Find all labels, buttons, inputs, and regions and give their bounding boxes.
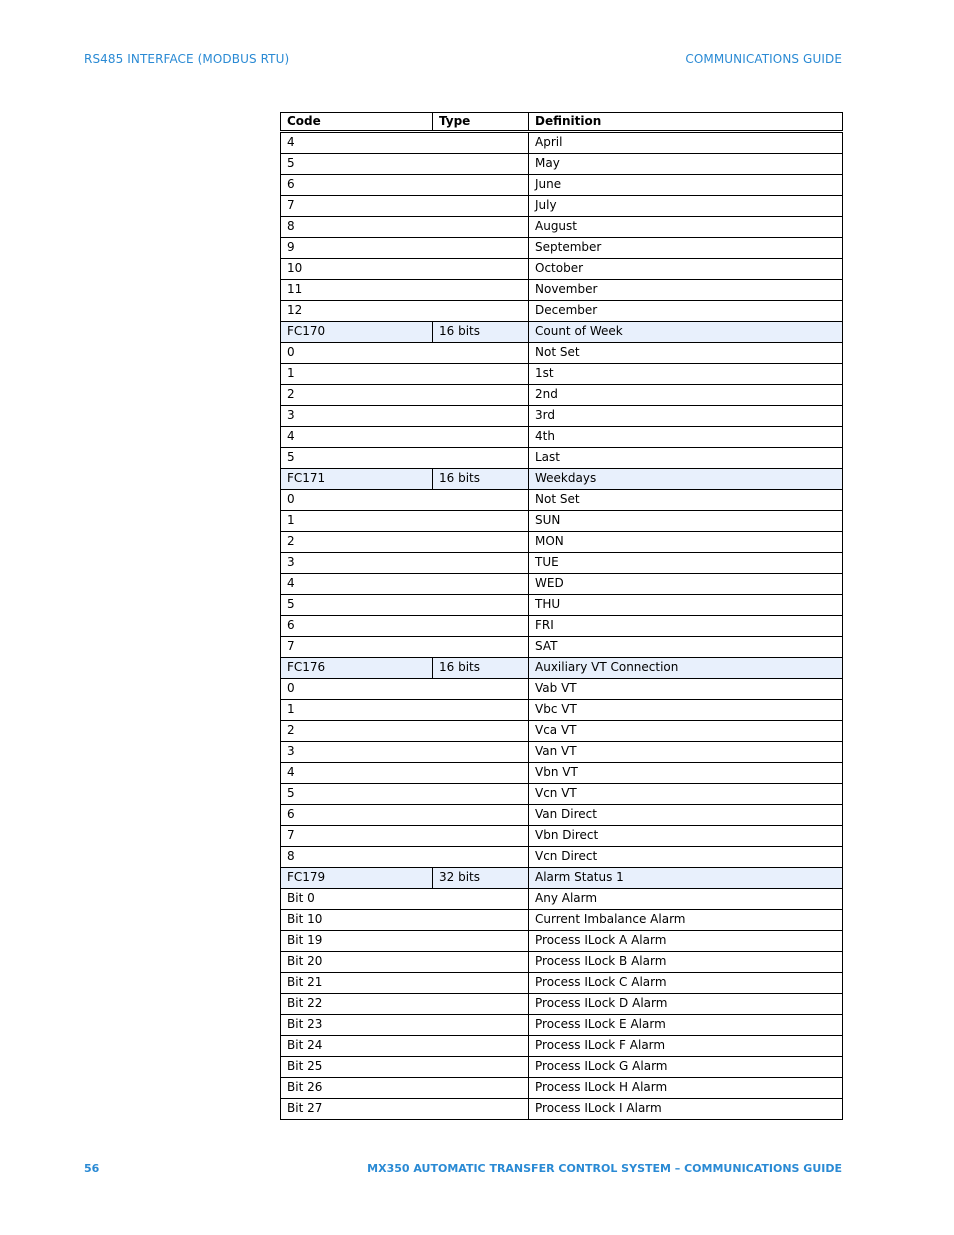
cell-code: Bit 20 (281, 952, 529, 973)
cell-definition: FRI (529, 616, 843, 637)
table-row (281, 511, 843, 532)
table-row (281, 385, 843, 406)
table-row (281, 616, 843, 637)
cell-code: Bit 0 (281, 889, 529, 910)
table-row (281, 343, 843, 364)
cell-definition: Process ILock F Alarm (529, 1036, 843, 1057)
table-row (281, 1099, 843, 1120)
cell-code: 5 (281, 595, 529, 616)
table-row (281, 952, 843, 973)
table-row (281, 931, 843, 952)
cell-definition: TUE (529, 553, 843, 574)
cell-code: 4 (281, 132, 529, 154)
cell-code: 5 (281, 154, 529, 175)
cell-definition: Weekdays (529, 469, 843, 490)
cell-code: FC170 (281, 322, 433, 343)
cell-code: 6 (281, 175, 529, 196)
cell-definition: Vbc VT (529, 700, 843, 721)
cell-code: 12 (281, 301, 529, 322)
cell-code: 5 (281, 448, 529, 469)
table-row (281, 847, 843, 868)
cell-definition: THU (529, 595, 843, 616)
cell-definition: Not Set (529, 343, 843, 364)
cell-code: 6 (281, 805, 529, 826)
table-row (281, 490, 843, 511)
table-row (281, 1057, 843, 1078)
cell-definition: October (529, 259, 843, 280)
cell-definition: Process ILock H Alarm (529, 1078, 843, 1099)
table-row (281, 301, 843, 322)
table-row (281, 132, 843, 154)
column-header-definition: Definition (529, 113, 843, 132)
format-code-row (281, 868, 843, 889)
cell-definition: May (529, 154, 843, 175)
cell-definition: July (529, 196, 843, 217)
cell-code: 8 (281, 847, 529, 868)
cell-code: 4 (281, 574, 529, 595)
cell-definition: 2nd (529, 385, 843, 406)
cell-code: 3 (281, 553, 529, 574)
table-row (281, 973, 843, 994)
footer-title: MX350 AUTOMATIC TRANSFER CONTROL SYSTEM – COMMUNICATIONS GUIDE (367, 1162, 842, 1175)
cell-code: Bit 24 (281, 1036, 529, 1057)
table-row (281, 826, 843, 847)
table-row (281, 259, 843, 280)
cell-code: 6 (281, 616, 529, 637)
format-code-row (281, 322, 843, 343)
cell-type: 16 bits (433, 658, 529, 679)
table-row (281, 721, 843, 742)
cell-code: Bit 19 (281, 931, 529, 952)
cell-code: 0 (281, 490, 529, 511)
column-header-type: Type (433, 113, 529, 132)
cell-code: 2 (281, 385, 529, 406)
cell-definition: 3rd (529, 406, 843, 427)
cell-code: Bit 10 (281, 910, 529, 931)
cell-definition: MON (529, 532, 843, 553)
cell-code: FC171 (281, 469, 433, 490)
format-code-row (281, 658, 843, 679)
cell-code: 5 (281, 784, 529, 805)
table-row (281, 427, 843, 448)
table-row (281, 763, 843, 784)
cell-code: 2 (281, 721, 529, 742)
cell-definition: November (529, 280, 843, 301)
format-code-row (281, 469, 843, 490)
table-row (281, 196, 843, 217)
cell-definition: Vca VT (529, 721, 843, 742)
cell-code: 1 (281, 700, 529, 721)
cell-code: 4 (281, 763, 529, 784)
cell-code: Bit 27 (281, 1099, 529, 1120)
table-row (281, 679, 843, 700)
cell-definition: Process ILock I Alarm (529, 1099, 843, 1120)
cell-definition: SUN (529, 511, 843, 532)
table-header-row (281, 113, 843, 132)
cell-definition: Vbn Direct (529, 826, 843, 847)
running-header-guide: COMMUNICATIONS GUIDE (685, 52, 842, 66)
cell-code: Bit 22 (281, 994, 529, 1015)
cell-definition: 4th (529, 427, 843, 448)
cell-definition: Vab VT (529, 679, 843, 700)
cell-definition: Vcn VT (529, 784, 843, 805)
cell-definition: September (529, 238, 843, 259)
table-row (281, 784, 843, 805)
cell-definition: April (529, 132, 843, 154)
table-row (281, 595, 843, 616)
cell-code: 7 (281, 826, 529, 847)
cell-code: 7 (281, 196, 529, 217)
cell-code: 0 (281, 679, 529, 700)
table-row (281, 154, 843, 175)
cell-definition: Any Alarm (529, 889, 843, 910)
cell-definition: June (529, 175, 843, 196)
cell-type: 32 bits (433, 868, 529, 889)
cell-definition: Count of Week (529, 322, 843, 343)
cell-definition: 1st (529, 364, 843, 385)
cell-code: 11 (281, 280, 529, 301)
table-row (281, 364, 843, 385)
table-row (281, 1036, 843, 1057)
cell-definition: Process ILock C Alarm (529, 973, 843, 994)
table-row (281, 1078, 843, 1099)
format-code-table (280, 112, 843, 1120)
cell-definition: Process ILock E Alarm (529, 1015, 843, 1036)
cell-definition: SAT (529, 637, 843, 658)
table-row (281, 910, 843, 931)
cell-definition: Process ILock D Alarm (529, 994, 843, 1015)
cell-code: Bit 21 (281, 973, 529, 994)
cell-code: Bit 25 (281, 1057, 529, 1078)
cell-code: 1 (281, 511, 529, 532)
cell-code: 10 (281, 259, 529, 280)
cell-definition: August (529, 217, 843, 238)
cell-code: Bit 26 (281, 1078, 529, 1099)
cell-type: 16 bits (433, 469, 529, 490)
cell-code: 0 (281, 343, 529, 364)
cell-definition: WED (529, 574, 843, 595)
cell-type: 16 bits (433, 322, 529, 343)
table-row (281, 217, 843, 238)
table-row (281, 742, 843, 763)
table-row (281, 574, 843, 595)
cell-definition: Current Imbalance Alarm (529, 910, 843, 931)
column-header-code: Code (281, 113, 433, 132)
table-row (281, 448, 843, 469)
cell-definition: Last (529, 448, 843, 469)
table-row (281, 553, 843, 574)
table-row (281, 637, 843, 658)
cell-definition: Vbn VT (529, 763, 843, 784)
cell-code: Bit 23 (281, 1015, 529, 1036)
table-row (281, 994, 843, 1015)
table-row (281, 805, 843, 826)
cell-code: 1 (281, 364, 529, 385)
cell-definition: Process ILock B Alarm (529, 952, 843, 973)
cell-code: 7 (281, 637, 529, 658)
cell-definition: December (529, 301, 843, 322)
cell-code: 3 (281, 742, 529, 763)
cell-definition: Auxiliary VT Connection (529, 658, 843, 679)
cell-definition: Not Set (529, 490, 843, 511)
cell-definition: Vcn Direct (529, 847, 843, 868)
cell-definition: Van Direct (529, 805, 843, 826)
cell-definition: Process ILock A Alarm (529, 931, 843, 952)
table-row (281, 406, 843, 427)
table-body (281, 132, 843, 1120)
table-row (281, 1015, 843, 1036)
table-row (281, 700, 843, 721)
cell-code: 4 (281, 427, 529, 448)
table-row (281, 889, 843, 910)
table-row (281, 280, 843, 301)
table-row (281, 175, 843, 196)
table-row (281, 532, 843, 553)
cell-definition: Van VT (529, 742, 843, 763)
cell-code: 2 (281, 532, 529, 553)
cell-code: FC179 (281, 868, 433, 889)
cell-code: 3 (281, 406, 529, 427)
cell-definition: Alarm Status 1 (529, 868, 843, 889)
cell-definition: Process ILock G Alarm (529, 1057, 843, 1078)
cell-code: 9 (281, 238, 529, 259)
cell-code: FC176 (281, 658, 433, 679)
table-row (281, 238, 843, 259)
cell-code: 8 (281, 217, 529, 238)
page-number: 56 (84, 1162, 100, 1175)
running-header-section: RS485 INTERFACE (MODBUS RTU) (84, 52, 290, 66)
